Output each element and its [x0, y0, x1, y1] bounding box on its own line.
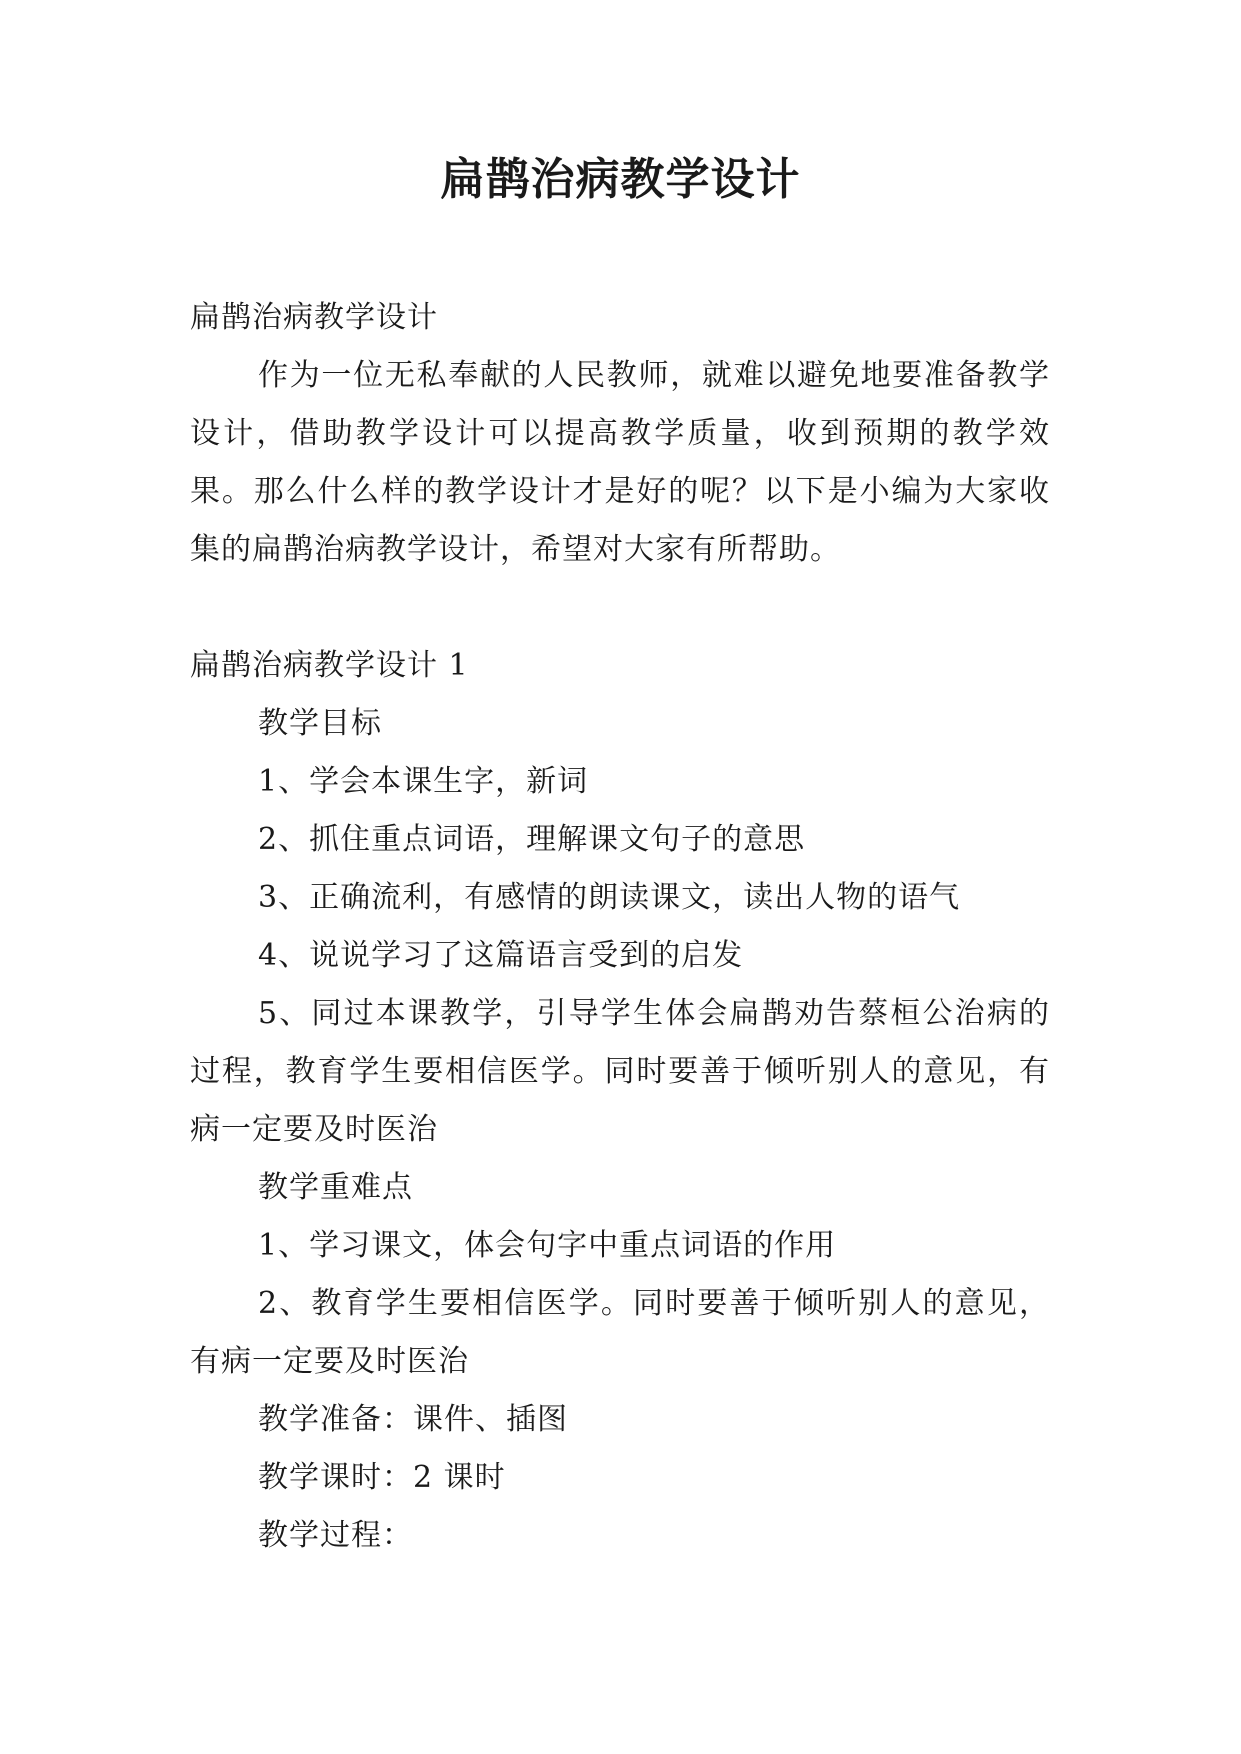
- goal-item: 1、学会本课生字，新词: [258, 764, 589, 799]
- document-title: 扁鹊治病教学设计: [440, 154, 801, 205]
- difficulty-heading: 教学重难点: [258, 1170, 413, 1205]
- goal-item: 3、正确流利，有感情的朗读课文，读出人物的语气: [258, 880, 961, 915]
- goal-item: 2、抓住重点词语，理解课文句子的意思: [258, 822, 806, 857]
- process-heading: 教学过程：: [258, 1518, 413, 1553]
- preparation-line: 教学准备：课件、插图: [258, 1402, 568, 1437]
- difficulty-item: 1、学习课文，体会句字中重点词语的作用: [258, 1228, 837, 1263]
- difficulty-item: 2、教育学生要相信医学。同时要善于倾听别人的意见，有病一定要及时医治: [190, 1286, 1050, 1379]
- document-subtitle: 扁鹊治病教学设计: [190, 300, 438, 335]
- goal-item: 5、同过本课教学，引导学生体会扁鹊劝告蔡桓公治病的过程，教育学生要相信医学。同时要善于倾听别人的意见，有病一定要及时医治: [190, 996, 1050, 1147]
- goal-item: 4、说说学习了这篇语言受到的启发: [258, 938, 744, 973]
- intro-paragraph: 作为一位无私奉献的人民教师，就难以避免地要准备教学设计，借助教学设计可以提高教学质量，收到预期的教学效果。那么什么样的教学设计才是好的呢？以下是小编为大家收集的扁鹊治病教学设计，希望对大家有所帮助。: [190, 358, 1050, 567]
- class-hours-line: 教学课时：2 课时: [258, 1460, 506, 1495]
- document-body: [190, 289, 1050, 1565]
- goals-heading: 教学目标: [258, 706, 382, 741]
- section-heading: 扁鹊治病教学设计 1: [190, 648, 469, 683]
